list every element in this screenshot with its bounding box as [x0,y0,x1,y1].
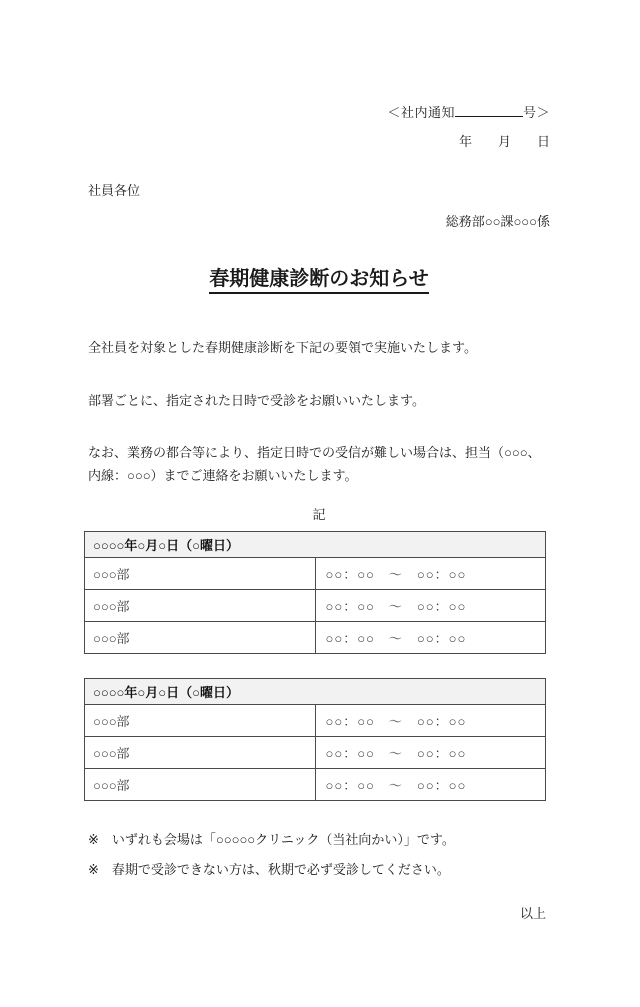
table-row [85,768,546,800]
doc-number-line [88,102,550,121]
note-venue: ※ いずれも会場は「○○○○○クリニック（当社向かい）」です。 [88,831,455,847]
doc-number-prefix: ＜社内通知 [387,105,455,120]
schedule-table-1 [84,531,546,654]
time-cell: ○○：○○ ～ ○○：○○ [315,736,546,768]
department-cell: ○○○部 [85,768,316,800]
time-cell: ○○：○○ ～ ○○：○○ [315,557,546,589]
paragraph-contact: なお、業務の都合等により、指定日時での受信が難しい場合は、担当（○○○、内線：○○○）までご連絡をお願いいたします。 [88,444,541,484]
note-autumn-checkup: ※ 春期で受診できない方は、秋期で必ず受診してください。 [88,861,450,877]
doc-number-suffix: 号＞ [522,105,550,120]
department-cell: ○○○部 [85,736,316,768]
date-line: 年 月 日 [458,134,550,149]
table-row [85,621,546,653]
table-row [85,557,546,589]
closing-ijou: 以上 [519,905,546,921]
blank-underline [455,103,523,117]
notes-section [88,829,550,881]
time-cell: ○○：○○ ～ ○○：○○ [315,589,546,621]
department-cell: ○○○部 [85,589,316,621]
department-cell: ○○○部 [85,621,316,653]
department-cell: ○○○部 [85,704,316,736]
department-cell: ○○○部 [85,557,316,589]
table-date-header-row [85,531,546,557]
document-page [0,102,640,1007]
table-row [85,589,546,621]
schedule-table-2 [84,678,546,801]
table-row [85,704,546,736]
recipient: 社員各位 [88,183,141,198]
table-date-header: ○○○○年○月○日（○曜日） [85,678,546,704]
time-cell: ○○：○○ ～ ○○：○○ [315,621,546,653]
sender-department: 総務部○○課○○○係 [445,214,550,229]
time-cell: ○○：○○ ～ ○○：○○ [315,704,546,736]
record-marker: 記 [312,506,326,522]
time-cell: ○○：○○ ～ ○○：○○ [315,768,546,800]
table-date-header-row [85,678,546,704]
document-title [88,262,550,294]
table-row [85,736,546,768]
document-title-text: 春期健康診断のお知らせ [209,262,428,294]
table-date-header: ○○○○年○月○日（○曜日） [85,531,546,557]
paragraph-implementation: 全社員を対象とした春期健康診断を下記の要領で実施いたします。 [88,340,477,355]
paragraph-department-schedule: 部署ごとに、指定された日時で受診をお願いいたします。 [88,393,425,409]
